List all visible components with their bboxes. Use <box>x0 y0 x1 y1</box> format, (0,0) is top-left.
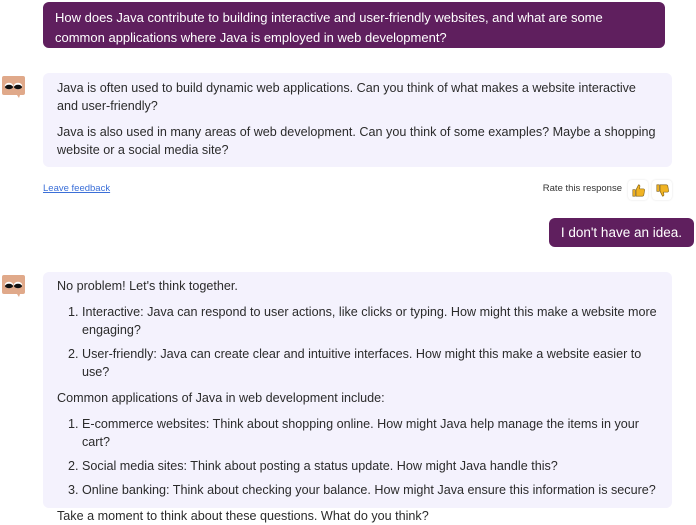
thumbs-down-icon <box>656 184 669 197</box>
feedback-row <box>43 180 672 200</box>
thumbs-down-button[interactable] <box>652 180 672 200</box>
list-item: 1. E-commerce websites: Think about shopping online. How might Java help manage the items in your cart? <box>82 415 658 451</box>
rate-response-label: Rate this response <box>542 183 622 194</box>
assistant-message <box>43 272 672 523</box>
list-item: 2. User-friendly: Java can create clear and intuitive interfaces. How might this make a website easier to use? <box>82 345 658 381</box>
message-paragraph: Common applications of Java in web development include: <box>57 391 385 405</box>
list-item: 2. Social media sites: Think about posting a status update. How might Java handle this? <box>82 457 658 475</box>
user-message: I don't have an idea. <box>549 218 694 247</box>
assistant-message <box>43 73 672 167</box>
assistant-avatar-icon <box>1 75 26 99</box>
thumbs-up-icon <box>632 184 645 197</box>
qualities-list <box>57 303 658 381</box>
user-message: How does Java contribute to building interactive and user-friendly websites, and what are some common applications where Java is employed in web development? <box>43 2 665 48</box>
leave-feedback-link[interactable]: Leave feedback <box>43 183 111 194</box>
thumbs-up-button[interactable] <box>628 180 648 200</box>
message-outro: Take a moment to think about these questions. What do you think? <box>57 509 429 523</box>
applications-list <box>57 415 658 499</box>
list-item: 1. Interactive: Java can respond to user actions, like clicks or typing. How might this make a website more engaging? <box>82 303 658 339</box>
list-item: 3. Online banking: Think about checking your balance. How might Java ensure this information is secure? <box>82 481 658 499</box>
message-intro: No problem! Let's think together. <box>57 279 238 293</box>
assistant-avatar-icon <box>1 274 26 298</box>
message-paragraph: Java is also used in many areas of web development. Can you think of some examples? Maybe a shopping website or a social media site? <box>57 125 656 157</box>
message-paragraph: Java is often used to build dynamic web applications. Can you think of what makes a website interactive and user-friendly? <box>57 81 636 113</box>
